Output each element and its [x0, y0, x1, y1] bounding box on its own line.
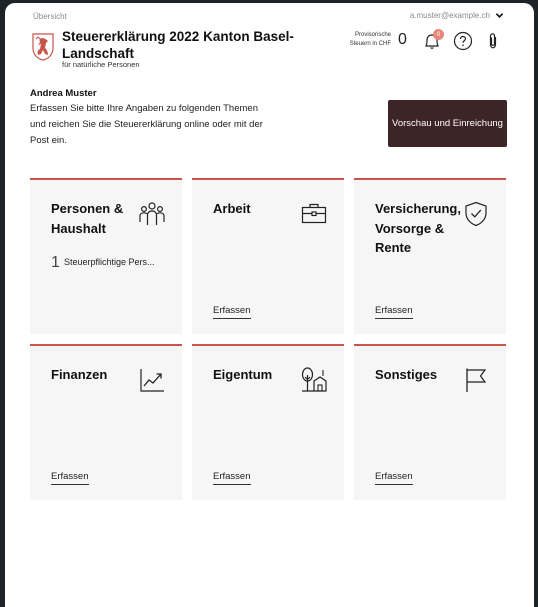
card-title: Finanzen: [51, 367, 108, 382]
erfassen-link[interactable]: Erfassen: [213, 305, 251, 319]
card-title: Versicherung, Vorsorge & Rente: [375, 201, 461, 255]
card-title: Personen & Haushalt: [51, 201, 124, 236]
user-email: a.muster@example.ch: [409, 11, 490, 20]
erfassen-link[interactable]: Erfassen: [375, 471, 413, 485]
shield-check-icon: [462, 200, 490, 228]
card-finanzen[interactable]: [30, 344, 182, 500]
help-icon: [453, 31, 473, 51]
card-title: Arbeit: [213, 201, 251, 216]
people-icon: [138, 200, 166, 228]
canton-crest-icon: [32, 33, 54, 61]
preview-submit-button[interactable]: Vorschau und Einreichung: [388, 100, 507, 147]
card-count: 1: [51, 254, 60, 271]
card-eigentum[interactable]: [192, 344, 344, 500]
chevron-down-icon: [495, 11, 504, 20]
provisional-tax-value: 0: [398, 31, 407, 48]
briefcase-icon: [300, 200, 328, 228]
attachments-button[interactable]: [483, 31, 503, 51]
category-grid: [30, 178, 507, 500]
user-menu[interactable]: [410, 11, 504, 20]
erfassen-link[interactable]: Erfassen: [51, 471, 89, 485]
user-name: Andrea Muster: [30, 88, 97, 99]
intro-text: Erfassen Sie bitte Ihre Angaben zu folgenden Themen und reichen Sie die Steuererklärung online oder mit der Post ein.: [30, 103, 263, 146]
provisional-tax-label: Provisorische Steuern in CHF: [349, 32, 391, 47]
card-arbeit[interactable]: [192, 178, 344, 334]
page-subtitle: für natürliche Personen: [62, 60, 140, 69]
card-versicherung[interactable]: [354, 178, 506, 334]
flag-icon: [462, 366, 490, 394]
card-personen-haushalt[interactable]: [30, 178, 182, 334]
app-window: [5, 3, 534, 607]
paperclip-icon: [483, 31, 503, 51]
card-count-label: Steuerpflichtige Pers...: [64, 257, 155, 267]
card-sonstiges[interactable]: [354, 344, 506, 500]
chart-up-icon: [138, 366, 166, 394]
card-title: Sonstiges: [375, 367, 438, 382]
erfassen-link[interactable]: Erfassen: [213, 471, 251, 485]
help-button[interactable]: [453, 31, 473, 51]
page-title: Steuererklärung 2022 Kanton Basel-Landschaft: [62, 29, 294, 61]
notification-badge: 0: [433, 29, 444, 40]
card-title: Eigentum: [213, 367, 273, 382]
breadcrumb[interactable]: Übersicht: [33, 12, 67, 21]
erfassen-link[interactable]: Erfassen: [375, 305, 413, 319]
house-tree-icon: [300, 366, 328, 394]
